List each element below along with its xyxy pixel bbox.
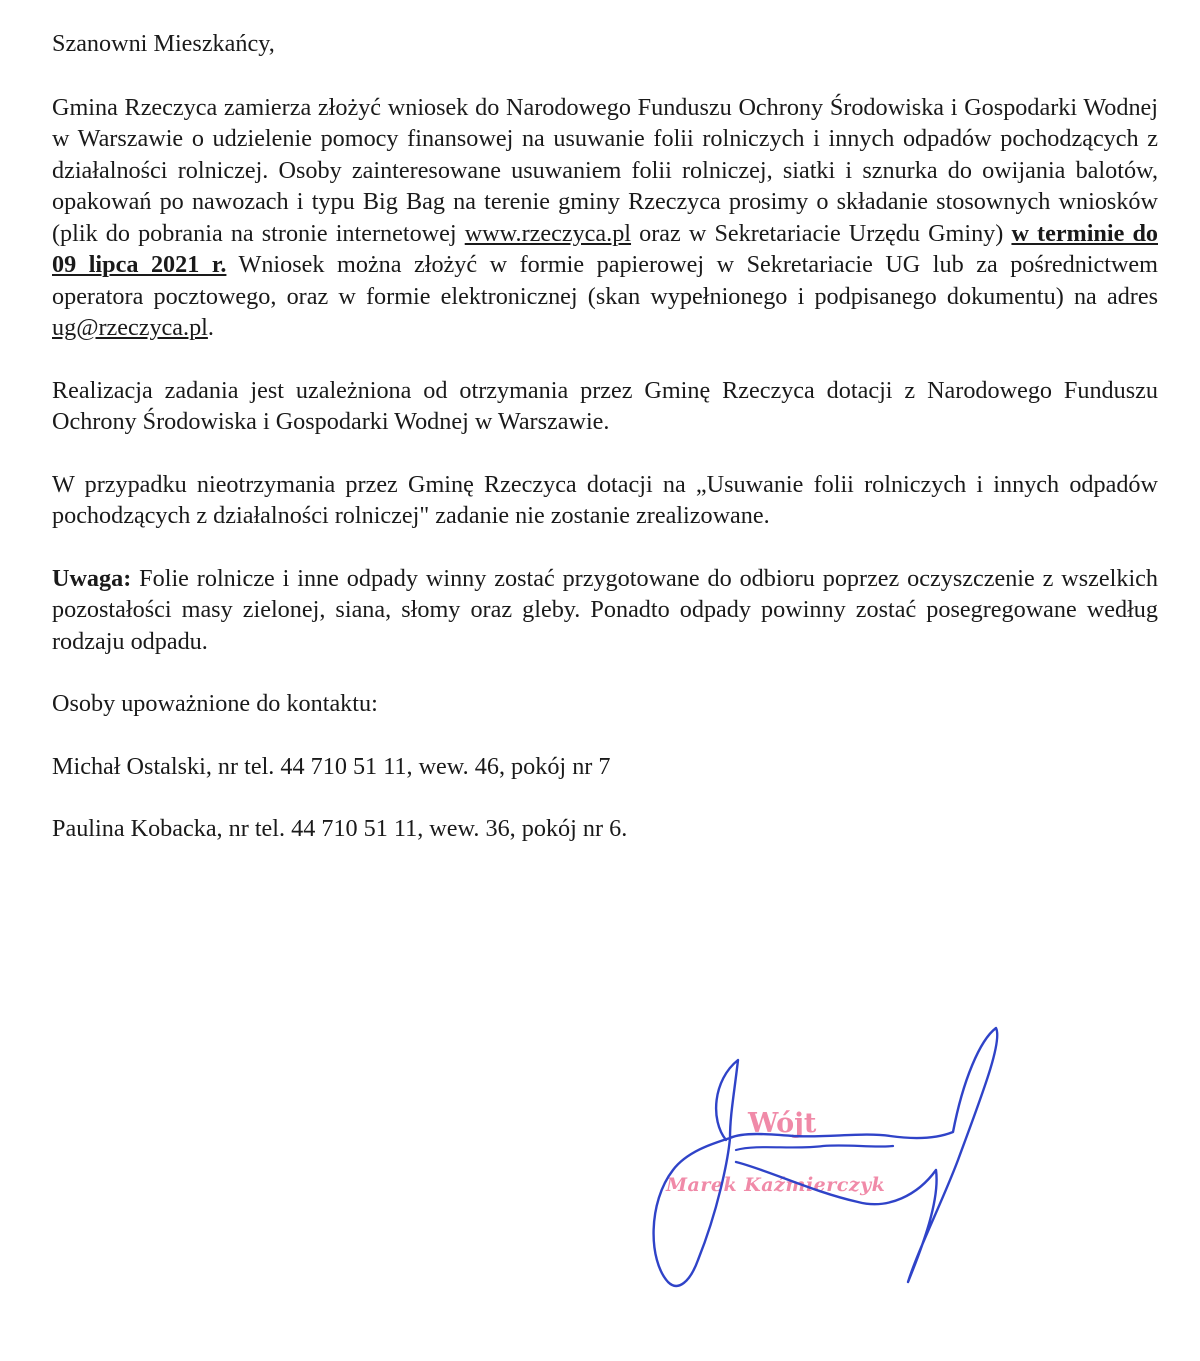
handwritten-signature bbox=[618, 1020, 1018, 1320]
paragraph-application-text-d: . bbox=[207, 314, 214, 341]
contact-person-2: Paulina Kobacka, nr tel. 44 710 51 11, wew. 36, pokój nr 6. bbox=[52, 815, 628, 842]
notice-text: Folie rolnicze i inne odpady winny zostać przygotowane do odbioru poprzez oczyszczenie z wszelkich pozostałości masy zielonej, siana, słomy oraz gleby. Ponadto odpady powinny zostać posegregowane według rodzaju odpadu. bbox=[52, 564, 1158, 655]
stamp-name: Marek Kaźmierczyk bbox=[666, 1174, 886, 1196]
email-link[interactable]: ug@rzeczyca.pl bbox=[52, 314, 208, 341]
greeting: Szanowni Mieszkańcy, bbox=[52, 30, 275, 57]
paragraph-application-text-c: Wniosek można złożyć w formie papierowej w Sekretariacie UG lub za pośrednictwem operatora pocztowego, oraz w formie elektronicznej (skan wypełnionego i podpisanego dokumentu) na adres bbox=[52, 251, 1158, 310]
deadline-text: w terminie do 09 lipca 2021 r. bbox=[52, 219, 1158, 278]
paragraph-no-funding: W przypadku nieotrzymania przez Gminę Rzeczyca dotacji na „Usuwanie folii rolniczych i innych odpadów pochodzących z działalności rolniczej" zadanie nie zostanie zrealizowane. bbox=[52, 470, 1158, 529]
notice-label: Uwaga: bbox=[52, 564, 132, 592]
paragraph-application-text-a: Gmina Rzeczyca zamierza złożyć wniosek do Narodowego Funduszu Ochrony Środowiska i Gospodarki Wodnej w Warszawie o udzielenie pomocy finansowej na usuwanie folii rolniczych i innych odpadów pochodzących z działalności rolniczej. Osoby zainteresowane usuwaniem folii rolniczej, siatki i sznurka do owijania balotów, opakowań po nawozach i typu Big Bag na terenie gminy Rzeczyca prosimy o składanie stosownych wniosków (plik do pobrania na stronie internetowej bbox=[52, 93, 1158, 247]
paragraph-application-text-b: oraz w Sekretariacie Urzędu Gminy) bbox=[631, 219, 1012, 247]
contacts-label: Osoby upoważnione do kontaktu: bbox=[52, 690, 378, 717]
paragraph-notice bbox=[52, 563, 1158, 658]
letter-body bbox=[52, 28, 1158, 876]
paragraph-application bbox=[52, 92, 1158, 344]
paragraph-funding-condition: Realizacja zadania jest uzależniona od otrzymania przez Gminę Rzeczyca dotacji z Narodowego Funduszu Ochrony Środowiska i Gospodarki Wodnej w Warszawie. bbox=[52, 376, 1158, 435]
contact-person-1: Michał Ostalski, nr tel. 44 710 51 11, wew. 46, pokój nr 7 bbox=[52, 752, 611, 780]
stamp-title: Wójt bbox=[748, 1108, 817, 1139]
website-link[interactable]: www.rzeczyca.pl bbox=[464, 219, 632, 247]
signature-block bbox=[618, 1020, 1018, 1320]
